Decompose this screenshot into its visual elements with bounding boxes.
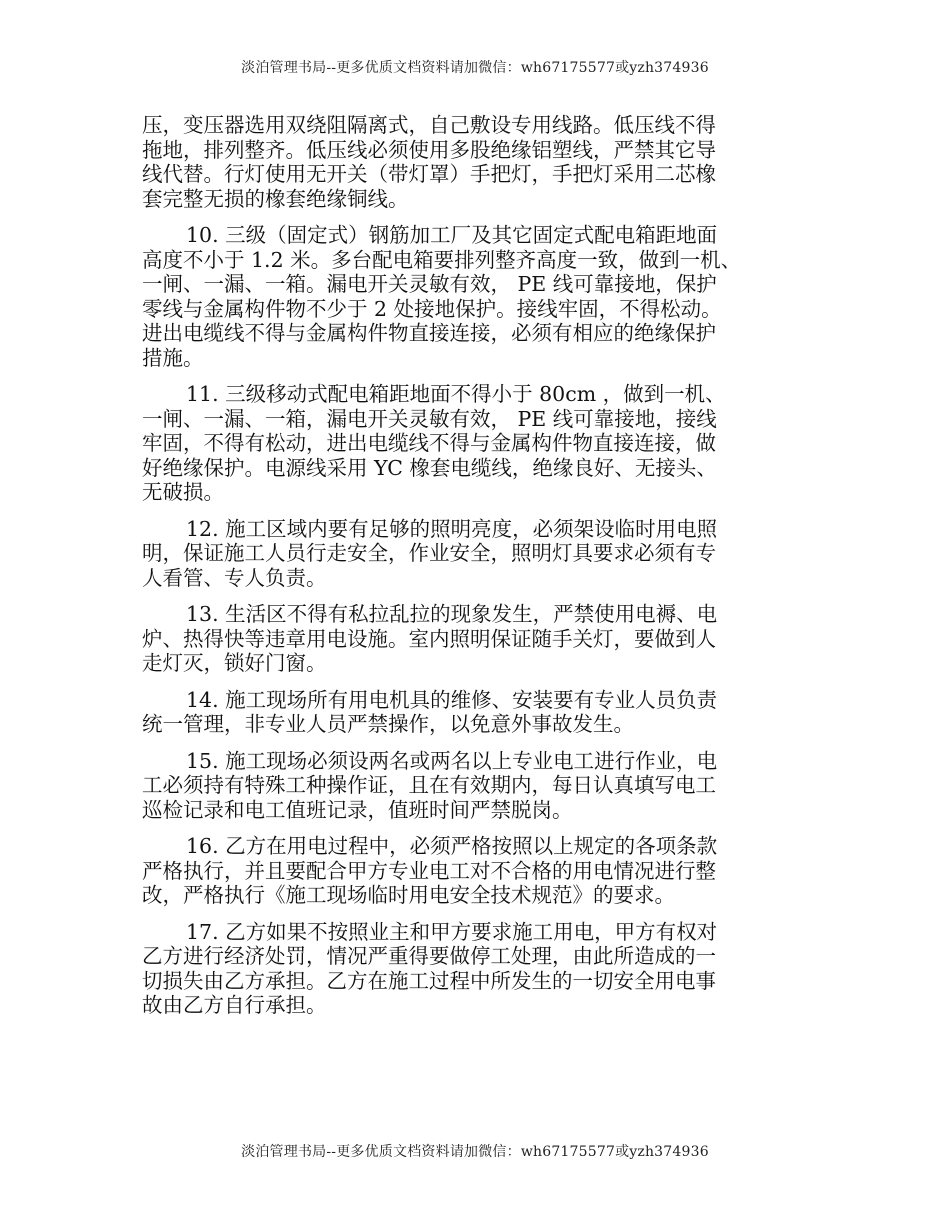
- text-line: 16. 乙方在用电过程中，必须严格按照以上规定的各项条款: [186, 834, 718, 858]
- text-line: 一闸、一漏、一箱。漏电开关灵敏有效， PE 线可靠接地，保护: [142, 272, 717, 296]
- text-line: 切损失由乙方承担。乙方在施工过程中所发生的一切安全用电事: [142, 968, 716, 993]
- text-line: 压，变压器选用双绕阻隔离式，自己敷设专用线路。低压线不得: [142, 113, 716, 137]
- text-line: 拖地，排列整齐。低压线必须使用多股绝缘铝塑线，严禁其它导: [142, 137, 716, 162]
- paragraph-item-13: [142, 602, 822, 676]
- text-line: 线代替。行灯使用无开关（带灯罩）手把灯，手把灯采用二芯橡: [142, 162, 716, 186]
- text-line: 12. 施工区域内要有足够的照明亮度，必须架设临时用电照: [186, 516, 718, 541]
- text-line: 一闸、一漏、一箱，漏电开关灵敏有效， PE 线可靠接地，接线: [142, 406, 717, 431]
- text-line: 走灯灭，锁好门窗。: [142, 651, 327, 675]
- text-line: 严格执行，并且要配合甲方专业电工对不合格的用电情况进行整: [142, 858, 716, 883]
- text-line: 无破损。: [142, 480, 224, 504]
- paragraph-item-11: [142, 382, 822, 505]
- text-line: 乙方进行经济处罚，情况严重得要做停工处理，由此所造成的一: [142, 944, 716, 968]
- text-line: 15. 施工现场必须设两名或两名以上专业电工进行作业，电: [186, 748, 718, 773]
- page-header: 淡泊管理书局--更多优质文档资料请加微信：wh67175577或yzh374936: [241, 60, 709, 76]
- text-line: 13. 生活区不得有私拉乱拉的现象发生，严禁使用电褥、电: [186, 602, 718, 626]
- text-line: 统一管理，非专业人员严禁操作，以免意外事故发生。: [142, 712, 634, 736]
- text-line: 人看管、专人负责。: [142, 565, 327, 590]
- text-line: 好绝缘保护。电源线采用 YC 橡套电缆线，绝缘良好、无接头、: [142, 455, 717, 480]
- paragraph-item-10: [142, 223, 822, 370]
- text-line: 炉、热得快等违章用电设施。室内照明保证随手关灯，要做到人: [142, 626, 716, 651]
- page-footer: 淡泊管理书局--更多优质文档资料请加微信：wh67175577或yzh374936: [241, 1144, 709, 1160]
- paragraph-item-16: [142, 834, 822, 908]
- text-line: 巡检记录和电工值班记录，值班时间严禁脱岗。: [142, 797, 573, 822]
- text-line: 套完整无损的橡套绝缘铜线。: [142, 186, 409, 211]
- text-line: 11. 三级移动式配电箱距地面不得小于 80cm ，做到一机、: [186, 382, 726, 406]
- paragraph-continuation: [142, 113, 822, 211]
- document-body: [142, 113, 822, 1030]
- paragraph-item-14: [142, 688, 822, 737]
- text-line: 零线与金属构件物不少于 2 处接地保护。接线牢固，不得松动。: [142, 296, 722, 321]
- paragraph-item-12: [142, 517, 822, 591]
- paragraph-item-15: [142, 749, 822, 823]
- text-line: 10. 三级（固定式）钢筋加工厂及其它固定式配电箱距地面: [186, 223, 718, 247]
- text-line: 高度不小于 1.2 米。多台配电箱要排列整齐高度一致，做到一机、: [142, 247, 742, 272]
- text-line: 措施。: [142, 345, 204, 370]
- text-line: 明，保证施工人员行走安全，作业安全，照明灯具要求必须有专: [142, 541, 716, 565]
- text-line: 进出电缆线不得与金属构件物直接连接，必须有相应的绝缘保护: [142, 321, 716, 345]
- text-line: 14. 施工现场所有用电机具的维修、安装要有专业人员负责: [186, 687, 718, 712]
- text-line: 故由乙方自行承担。: [142, 993, 327, 1017]
- text-line: 改，严格执行《施工现场临时用电安全技术规范》的要求。: [142, 883, 675, 907]
- text-line: 工必须持有特殊工种操作证，且在有效期内，每日认真填写电工: [142, 773, 716, 797]
- text-line: 牢固，不得有松动，进出电缆线不得与金属构件物直接连接，做: [142, 431, 716, 455]
- paragraph-item-17: [142, 920, 822, 1018]
- text-line: 17. 乙方如果不按照业主和甲方要求施工用电，甲方有权对: [186, 919, 718, 944]
